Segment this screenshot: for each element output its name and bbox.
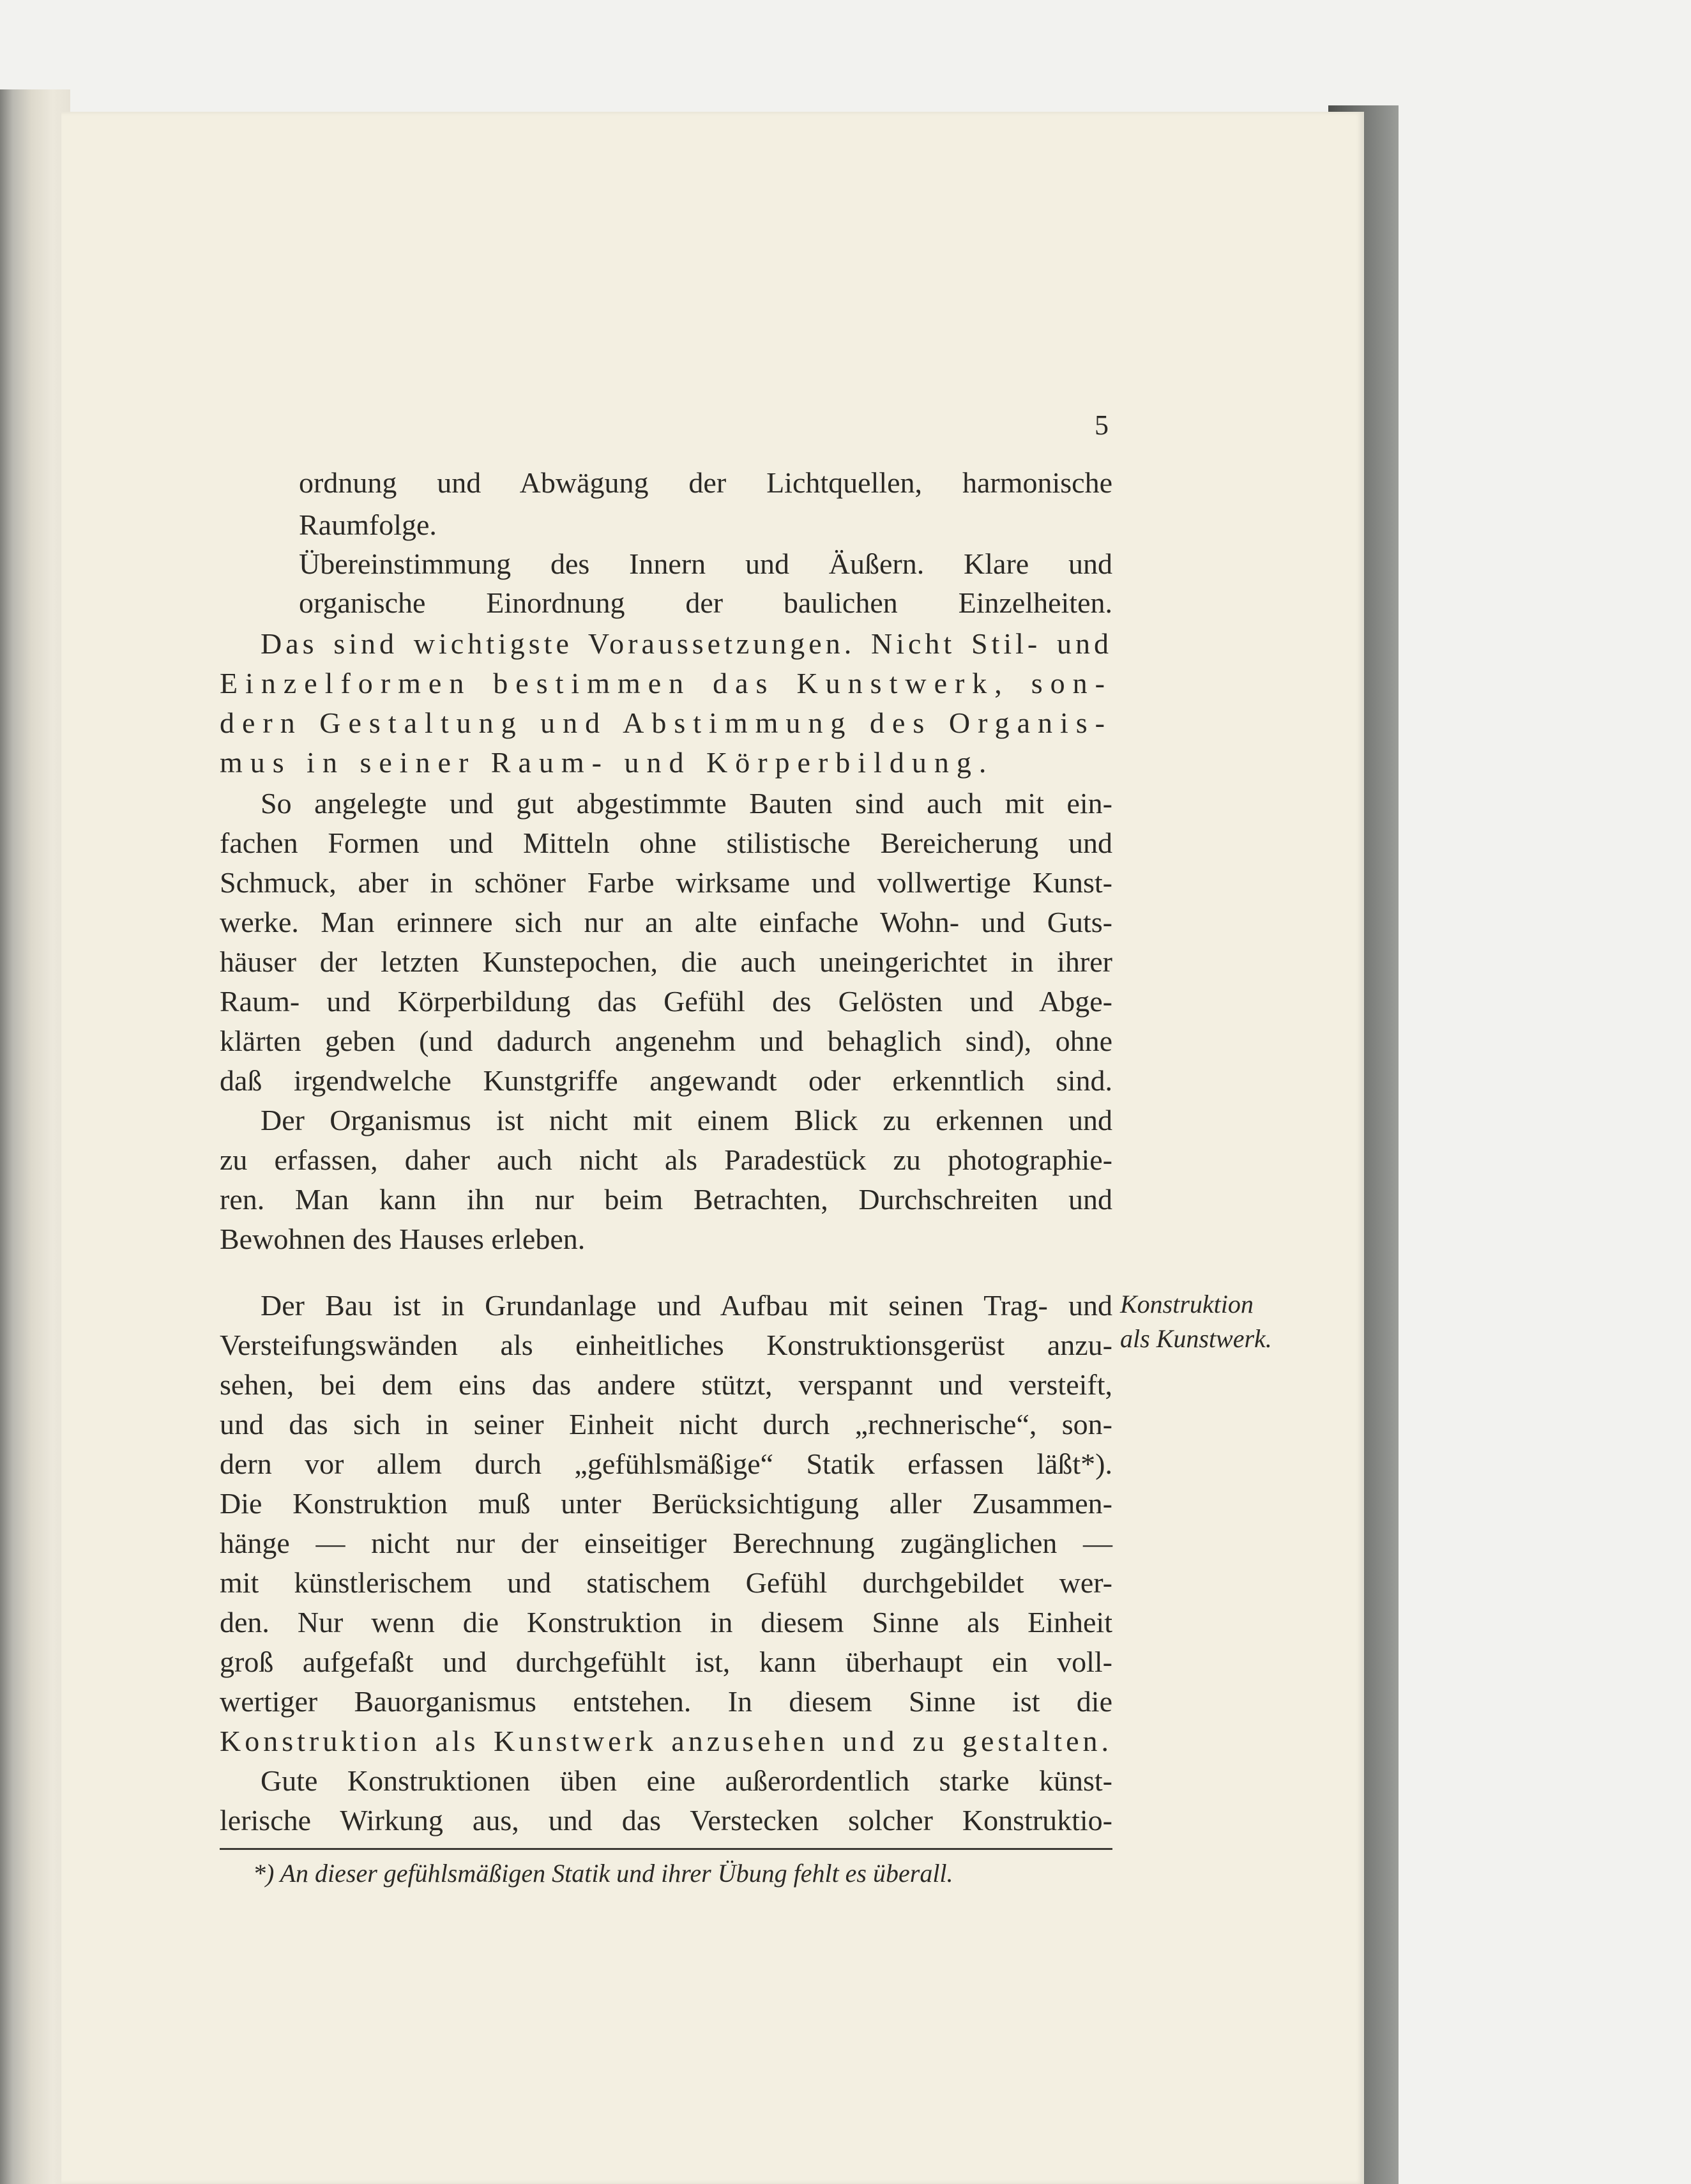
text-line: Schmuck, aber in schöner Farbe wirksame und vollwertige Kunst- [220, 866, 1112, 899]
text-line: ren. Man kann ihn nur beim Betrachten, Durchschreiten und [220, 1183, 1112, 1216]
text-line: Übereinstimmung des Innern und Äußern. Klare und [299, 547, 1112, 580]
text-line: klärten geben (und dadurch angenehm und behaglich sind), ohne [220, 1025, 1112, 1057]
text-line: ordnung und Abwägung der Lichtquellen, harmonische [299, 466, 1112, 499]
footnote: *) An dieser gefühlsmäßigen Statik und ihrer Übung fehlt es überall. [253, 1859, 953, 1888]
text-line: Raumfolge. [299, 508, 437, 541]
text-line: den. Nur wenn die Konstruktion in diesem Sinne als Einheit [220, 1606, 1112, 1638]
left-page-edge [0, 89, 70, 2184]
text-line: lerische Wirkung aus, und das Verstecken solcher Konstruktio- [220, 1804, 1112, 1837]
margin-note-line: Konstruktion [1120, 1290, 1254, 1318]
footnote-rule [220, 1848, 1112, 1850]
text-line: Die Konstruktion muß unter Berücksichtigung aller Zusammen- [220, 1487, 1112, 1520]
text-line: Gute Konstruktionen üben eine außerordentlich starke künst- [261, 1764, 1112, 1797]
text-line: zu erfassen, daher auch nicht als Paradestück zu photographie- [220, 1143, 1112, 1176]
text-line: häuser der letzten Kunstepochen, die auch uneingerichtet in ihrer [220, 945, 1112, 978]
text-line: daß irgendwelche Kunstgriffe angewandt oder erkenntlich sind. [220, 1064, 1112, 1097]
text-line: dern Gestaltung und Abstimmung des Organis- [220, 706, 1112, 739]
text-line: Versteifungswänden als einheitliches Konstruktionsgerüst anzu- [220, 1329, 1112, 1361]
text-line: Konstruktion als Kunstwerk anzusehen und zu gestalten. [220, 1725, 1112, 1757]
text-line: dern vor allem durch „gefühlsmäßige“ Statik erfassen läßt*). [220, 1447, 1112, 1480]
text-line: hänge — nicht nur der einseitiger Berechnung zugänglichen — [220, 1527, 1112, 1559]
text-line: Raum- und Körperbildung das Gefühl des Gelösten und Abge- [220, 985, 1112, 1018]
text-line: wertiger Bauorganismus entstehen. In diesem Sinne ist die [220, 1685, 1112, 1718]
text-line: organische Einordnung der baulichen Einzelheiten. [299, 586, 1112, 619]
text-line: Bewohnen des Hauses erleben. [220, 1223, 586, 1255]
text-line: fachen Formen und Mitteln ohne stilistische Bereicherung und [220, 827, 1112, 859]
text-line: und das sich in seiner Einheit nicht durch „rechnerische“, son- [220, 1408, 1112, 1440]
text-line: Einzelformen bestimmen das Kunstwerk, son- [220, 667, 1112, 699]
margin-note-line: als Kunstwerk. [1120, 1324, 1272, 1353]
page-number: 5 [1095, 409, 1109, 441]
text-line: So angelegte und gut abgestimmte Bauten sind auch mit ein- [261, 787, 1112, 820]
text-line: werke. Man erinnere sich nur an alte einfache Wohn- und Guts- [220, 906, 1112, 938]
text-line: mit künstlerischem und statischem Gefühl durchgebildet wer- [220, 1566, 1112, 1599]
text-line: Der Organismus ist nicht mit einem Blick zu erkennen und [261, 1104, 1112, 1136]
text-line: Der Bau ist in Grundanlage und Aufbau mit seinen Trag- und [261, 1289, 1112, 1322]
book-page [61, 112, 1364, 2184]
text-line: Das sind wichtigste Voraussetzungen. Nicht Stil- und [261, 627, 1112, 660]
text-line: mus in seiner Raum- und Körperbildung. [220, 746, 994, 779]
text-line: sehen, bei dem eins das andere stützt, verspannt und versteift, [220, 1368, 1112, 1401]
text-line: groß aufgefaßt und durchgefühlt ist, kann überhaupt ein voll- [220, 1646, 1112, 1678]
